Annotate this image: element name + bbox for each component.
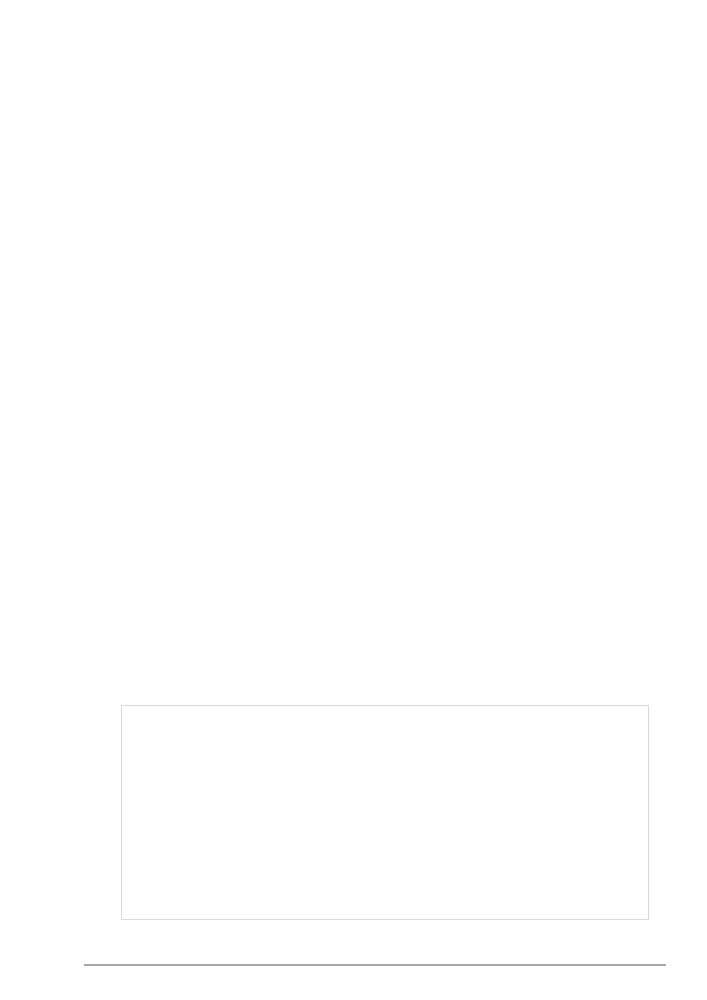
footer-divider xyxy=(84,964,666,966)
area-chart xyxy=(121,705,649,920)
line-chart-svg xyxy=(122,706,648,919)
